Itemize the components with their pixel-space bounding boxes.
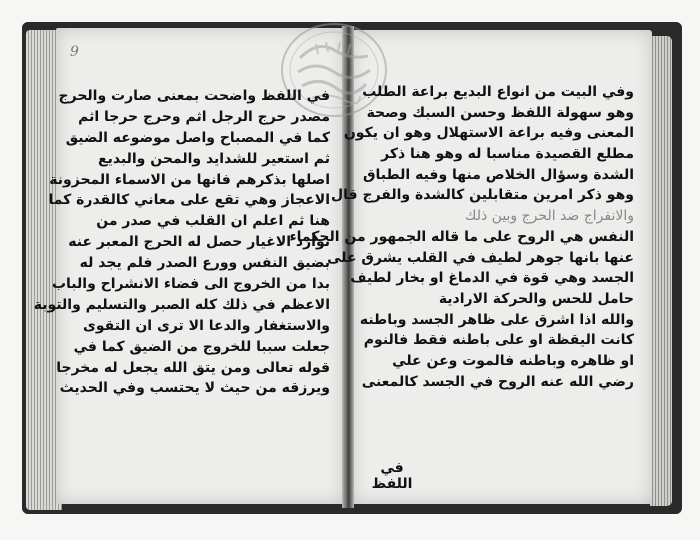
text-line: وهو ذكر امرين متقابلين كالشدة والفرج قال (331, 187, 634, 204)
text-line: ويرزقه من حيث لا يحتسب وفي الحديث (59, 380, 330, 397)
text-line: مصدر حرج الرجل اثم وحرج حرجا اثم (78, 108, 330, 125)
text-line: قوله تعالى ومن يتق الله يجعل له مخرجا (56, 359, 330, 376)
text-line: ثم استعير للشدايد والمحن والبديع (98, 150, 330, 167)
text-line: وفي البيت من انواع البديع براعة الطلب (362, 84, 634, 100)
catchword: في اللفظ (371, 460, 413, 492)
text-line: كما في المصباح واصل موضوعه الضيق (65, 129, 330, 146)
text-line: بضيق النفس وورع الصدر فلم يجد له (79, 255, 330, 272)
text-line: مطلع القصيدة مناسبا له وهو هنا ذكر (381, 146, 634, 163)
text-line: توارد الاغيار حصل له الحرج المعبر عنه (68, 234, 330, 251)
text-line: المعنى وفيه براعة الاستهلال وهو ان يكون (343, 125, 634, 142)
text-line: رضي الله عنه الروح في الجسد كالمعنى (361, 373, 634, 390)
folio-number: 9 (70, 44, 79, 60)
text-line: الاعظم في ذلك كله الصبر والتسليم والتوبة (33, 296, 330, 313)
right-page-text (289, 82, 634, 392)
text-line: وهو سهولة اللفظ وحسن السبك وصحة (366, 104, 634, 121)
text-line: جعلت سببا للخروج من الضيق كما في (73, 338, 330, 355)
text-line: الاعجاز وهي تقع على معاني كالقدرة كما (48, 192, 330, 209)
text-line: بدا من الخروج الى فضاء الانشراح والباب (51, 276, 330, 293)
text-line: او ظاهره وباطنه فالموت وعن علي (392, 352, 634, 369)
text-line: والله اذا اشرق على ظاهر الجسد وباطنه (359, 311, 634, 328)
text-line: في اللفظ واضحت بمعنى صارت والحرج (58, 88, 330, 104)
text-line: كانت اليقظة او على باطنه فقط فالنوم (363, 332, 634, 349)
text-line: هنا ثم اعلم ان القلب في صدر من (96, 213, 330, 230)
text-line: الشدة وسؤال الخلاص منها وفيه الطباق (363, 166, 634, 183)
text-line: النفس هي الروح على ما قاله الجمهور من الحكماء (289, 228, 634, 245)
text-line-faint: والانفراج ضد الحرج وبين ذلك (464, 208, 634, 225)
text-line: عنها بانها جوهر لطيف في القلب يشرق على (327, 249, 634, 266)
text-line: حامل للحس والحركة الارادية (438, 290, 634, 307)
text-line: والاستغفار والدعا الا ترى ان التقوى (83, 317, 330, 334)
text-line: الجسد وهي قوة في الدماغ او بخار لطيف (350, 270, 634, 287)
text-line: اصلها بذكرهم فانها من الاسماء المحزونة (49, 171, 330, 188)
right-page-stack (650, 36, 672, 506)
